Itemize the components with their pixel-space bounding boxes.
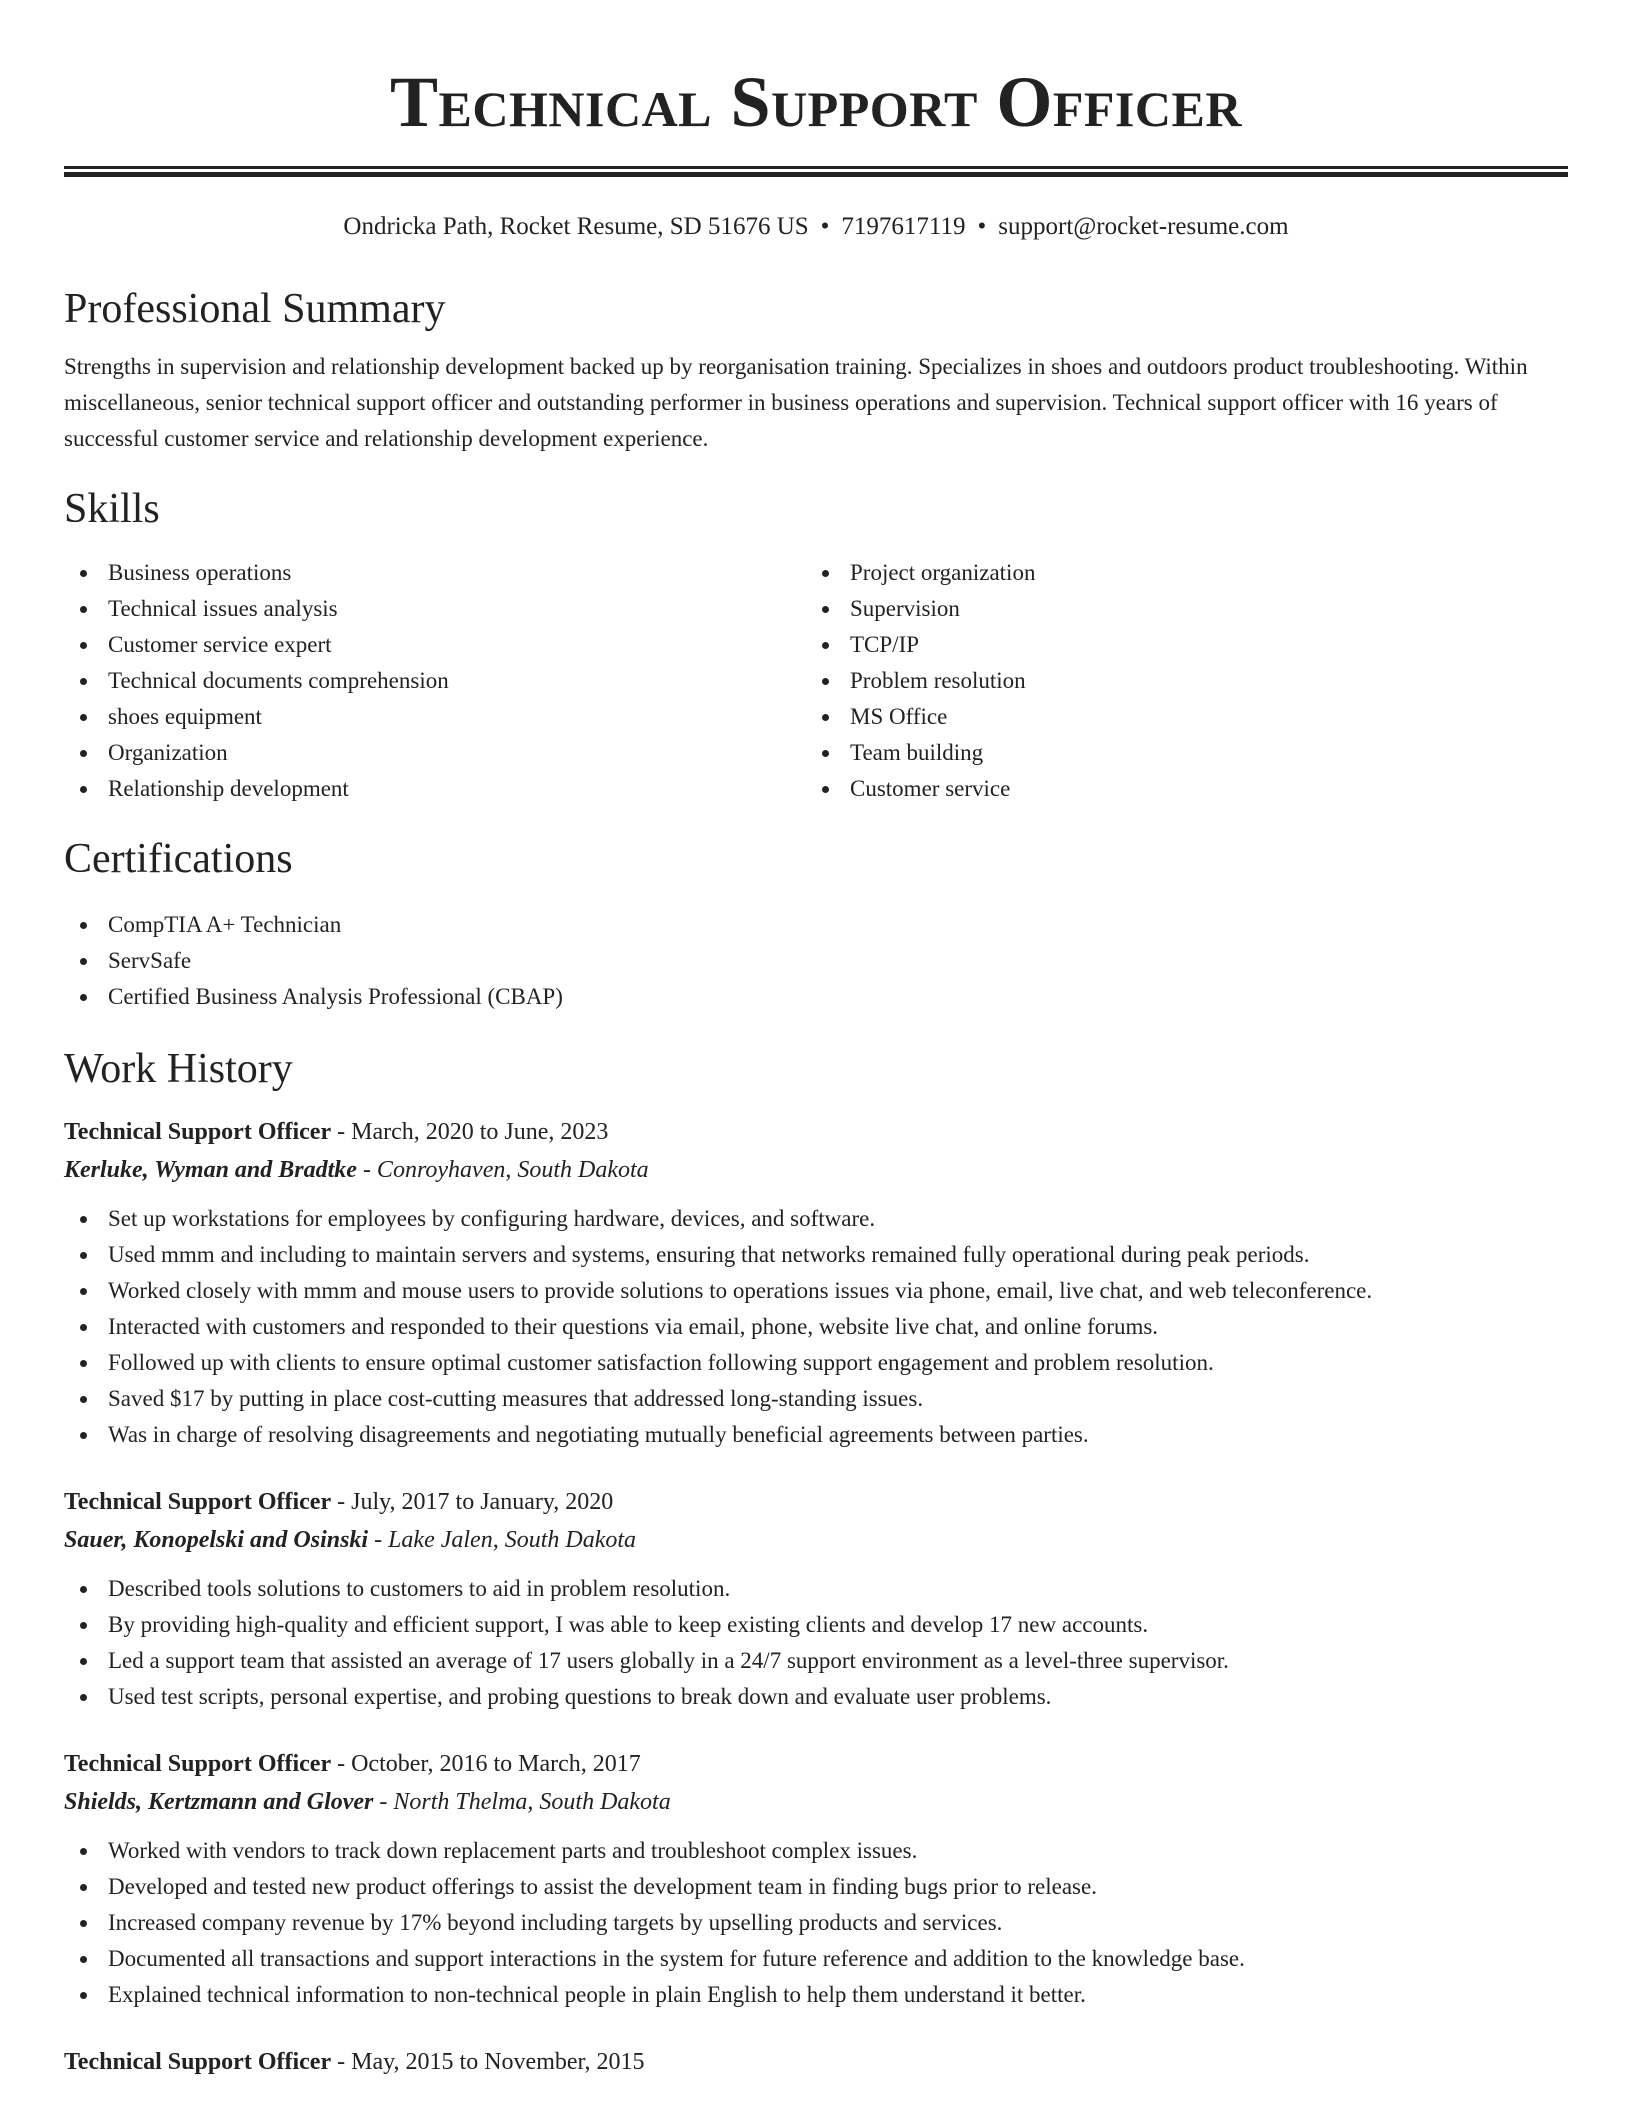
- bullet-icon: [80, 1216, 87, 1223]
- skill-label: Business operations: [108, 560, 292, 585]
- bullet-icon: [80, 1324, 87, 1331]
- job-bullets: [64, 1833, 1568, 2013]
- job-bullet-text: Led a support team that assisted an average of 17 users globally in a 24/7 support environment as a level-three supervisor.: [108, 1648, 1229, 1673]
- certification-item: [64, 907, 1568, 943]
- job-bullet-text: Interacted with customers and responded to their questions via email, phone, website live chat, and online forums.: [108, 1314, 1159, 1339]
- bullet-icon: [80, 1252, 87, 1259]
- bullet-icon: [80, 994, 87, 1001]
- job-entry: [64, 2043, 1568, 2081]
- job-bullet: [64, 1417, 1568, 1453]
- skill-label: Customer service expert: [108, 632, 332, 657]
- bullet-icon: [80, 1360, 87, 1367]
- bullet-icon: [80, 642, 87, 649]
- page-title: Technical Support Officer: [390, 62, 1242, 142]
- job-entry: [64, 1113, 1568, 1453]
- job-bullet-text: Followed up with clients to ensure optimal customer satisfaction following support engagement and problem resolution.: [108, 1350, 1214, 1375]
- bullet-icon: [80, 570, 87, 577]
- job-bullet: [64, 1201, 1568, 1237]
- job-title-line: [64, 1483, 1568, 1521]
- bullet-icon: [80, 1884, 87, 1891]
- contact-phone: 7197617119: [841, 213, 966, 240]
- job-company: Sauer, Konopelski and Osinski: [64, 1527, 369, 1553]
- job-role: Technical Support Officer: [64, 1119, 332, 1145]
- skill-label: Technical documents comprehension: [108, 668, 449, 693]
- bullet-icon: [822, 570, 829, 577]
- skill-item: [64, 591, 806, 627]
- contact-address: Ondricka Path, Rocket Resume, SD 51676 US: [343, 213, 809, 240]
- skill-label: shoes equipment: [108, 704, 262, 729]
- contact-separator: •: [820, 213, 830, 240]
- bullet-icon: [822, 786, 829, 793]
- job-bullet-text: Documented all transactions and support interactions in the system for future reference and addition to the knowledge base.: [108, 1946, 1245, 1971]
- job-bullet-text: Saved $17 by putting in place cost-cutting measures that addressed long-standing issues.: [108, 1386, 924, 1411]
- job-dates: - October, 2016 to March, 2017: [331, 1751, 641, 1777]
- job-bullet-text: Used mmm and including to maintain servers and systems, ensuring that networks remained fully operational during peak periods.: [108, 1242, 1310, 1267]
- job-company-line: [64, 1521, 1568, 1559]
- contact-line: [64, 211, 1568, 243]
- skill-label: Team building: [850, 740, 984, 765]
- job-bullet: [64, 1345, 1568, 1381]
- job-dates: - March, 2020 to June, 2023: [331, 1119, 609, 1145]
- job-bullet-text: Described tools solutions to customers to aid in problem resolution.: [108, 1576, 731, 1601]
- job-company-line: [64, 1783, 1568, 1821]
- job-title-line: [64, 1113, 1568, 1151]
- contact-separator: •: [977, 213, 987, 240]
- skill-label: TCP/IP: [850, 632, 920, 657]
- skill-label: MS Office: [850, 704, 948, 729]
- job-location: - North Thelma, South Dakota: [373, 1789, 671, 1815]
- skill-item: [64, 663, 806, 699]
- bullet-icon: [80, 1396, 87, 1403]
- bullet-icon: [80, 1622, 87, 1629]
- bullet-icon: [80, 786, 87, 793]
- bullet-icon: [80, 1432, 87, 1439]
- job-bullets: [64, 1201, 1568, 1453]
- job-bullet: [64, 1237, 1568, 1273]
- job-bullet-text: Worked with vendors to track down replacement parts and troubleshoot complex issues.: [108, 1838, 918, 1863]
- job-bullet: [64, 1941, 1568, 1977]
- job-entry: [64, 1745, 1568, 2013]
- skill-item: [64, 771, 806, 807]
- job-entry: [64, 1483, 1568, 1715]
- job-role: Technical Support Officer: [64, 2049, 332, 2075]
- job-bullet: [64, 1381, 1568, 1417]
- certifications-list: [64, 907, 1568, 1015]
- skill-label: Supervision: [850, 596, 960, 621]
- job-location: - Lake Jalen, South Dakota: [368, 1527, 637, 1553]
- skills-column-left: [64, 555, 806, 807]
- skill-item: [64, 699, 806, 735]
- bullet-icon: [80, 1920, 87, 1927]
- skill-item: [806, 699, 1406, 735]
- bullet-icon: [80, 714, 87, 721]
- bullet-icon: [80, 1694, 87, 1701]
- bullet-icon: [822, 750, 829, 757]
- job-company-line: [64, 1151, 1568, 1189]
- job-bullets: [64, 1571, 1568, 1715]
- job-role: Technical Support Officer: [64, 1489, 332, 1515]
- job-bullet: [64, 1679, 1568, 1715]
- bullet-icon: [80, 750, 87, 757]
- job-dates: - May, 2015 to November, 2015: [331, 2049, 645, 2075]
- skill-label: Relationship development: [108, 776, 349, 801]
- job-dates: - July, 2017 to January, 2020: [331, 1489, 614, 1515]
- skill-label: Technical issues analysis: [108, 596, 338, 621]
- title-divider: [64, 166, 1568, 177]
- skills-list: [64, 555, 1568, 807]
- certification-item: [64, 979, 1568, 1015]
- job-bullet: [64, 1643, 1568, 1679]
- bullet-icon: [822, 714, 829, 721]
- skill-label: Problem resolution: [850, 668, 1026, 693]
- certification-label: Certified Business Analysis Professional (CBAP): [108, 984, 563, 1009]
- skill-item: [64, 555, 806, 591]
- job-bullet-text: Set up workstations for employees by configuring hardware, devices, and software.: [108, 1206, 876, 1231]
- skill-item: [806, 555, 1406, 591]
- job-company: Shields, Kertzmann and Glover: [64, 1789, 374, 1815]
- job-bullet-text: Used test scripts, personal expertise, and probing questions to break down and evaluate user problems.: [108, 1684, 1052, 1709]
- certification-item: [64, 943, 1568, 979]
- summary-text: Strengths in supervision and relationship development backed up by reorganisation training. Specializes in shoes and outdoors product troubleshooting. Within miscellaneous, senior technical support officer and outstanding performer in business operations and supervision. Technical support officer with 16 years of successful customer service and relationship development experience.: [64, 354, 1528, 451]
- certifications-heading: Certifications: [64, 836, 293, 882]
- job-bullet-text: By providing high-quality and efficient support, I was able to keep existing clients and develop 17 new accounts.: [108, 1612, 1149, 1637]
- skill-label: Project organization: [850, 560, 1036, 585]
- bullet-icon: [80, 1992, 87, 1999]
- job-bullet: [64, 1977, 1568, 2013]
- job-bullet: [64, 1833, 1568, 1869]
- bullet-icon: [80, 1848, 87, 1855]
- job-bullet: [64, 1607, 1568, 1643]
- skill-item: [806, 663, 1406, 699]
- job-bullet-text: Increased company revenue by 17% beyond including targets by upselling products and services.: [108, 1910, 1003, 1935]
- bullet-icon: [822, 642, 829, 649]
- bullet-icon: [80, 958, 87, 965]
- skill-item: [806, 735, 1406, 771]
- skill-item: [806, 771, 1406, 807]
- skill-item: [806, 627, 1406, 663]
- bullet-icon: [822, 678, 829, 685]
- skill-label: Organization: [108, 740, 228, 765]
- contact-email: support@rocket-resume.com: [998, 213, 1289, 240]
- job-bullet: [64, 1309, 1568, 1345]
- job-bullet-text: Explained technical information to non-technical people in plain English to help them understand it better.: [108, 1982, 1086, 2007]
- certification-label: CompTIA A+ Technician: [108, 912, 342, 937]
- bullet-icon: [80, 1586, 87, 1593]
- summary-heading: Professional Summary: [64, 286, 446, 332]
- job-bullet-text: Developed and tested new product offerings to assist the development team in finding bugs prior to release.: [108, 1874, 1097, 1899]
- job-bullet: [64, 1273, 1568, 1309]
- job-location: - Conroyhaven, South Dakota: [356, 1157, 649, 1183]
- skill-item: [64, 735, 806, 771]
- skills-heading: Skills: [64, 486, 160, 532]
- job-title-line: [64, 2043, 1568, 2081]
- job-title-line: [64, 1745, 1568, 1783]
- job-bullet-text: Worked closely with mmm and mouse users to provide solutions to operations issues via phone, email, live chat, and web teleconference.: [108, 1278, 1373, 1303]
- bullet-icon: [80, 606, 87, 613]
- bullet-icon: [80, 678, 87, 685]
- job-bullet: [64, 1869, 1568, 1905]
- job-bullet: [64, 1571, 1568, 1607]
- job-bullet-text: Was in charge of resolving disagreements and negotiating mutually beneficial agreements between parties.: [108, 1422, 1089, 1447]
- job-company: Kerluke, Wyman and Bradtke: [64, 1157, 357, 1183]
- bullet-icon: [822, 606, 829, 613]
- skills-column-right: [806, 555, 1406, 807]
- bullet-icon: [80, 1956, 87, 1963]
- certification-label: ServSafe: [108, 948, 192, 973]
- skill-label: Customer service: [850, 776, 1011, 801]
- skill-item: [806, 591, 1406, 627]
- work-history-heading: Work History: [64, 1046, 293, 1092]
- bullet-icon: [80, 1288, 87, 1295]
- job-role: Technical Support Officer: [64, 1751, 332, 1777]
- bullet-icon: [80, 922, 87, 929]
- skill-item: [64, 627, 806, 663]
- job-bullet: [64, 1905, 1568, 1941]
- bullet-icon: [80, 1658, 87, 1665]
